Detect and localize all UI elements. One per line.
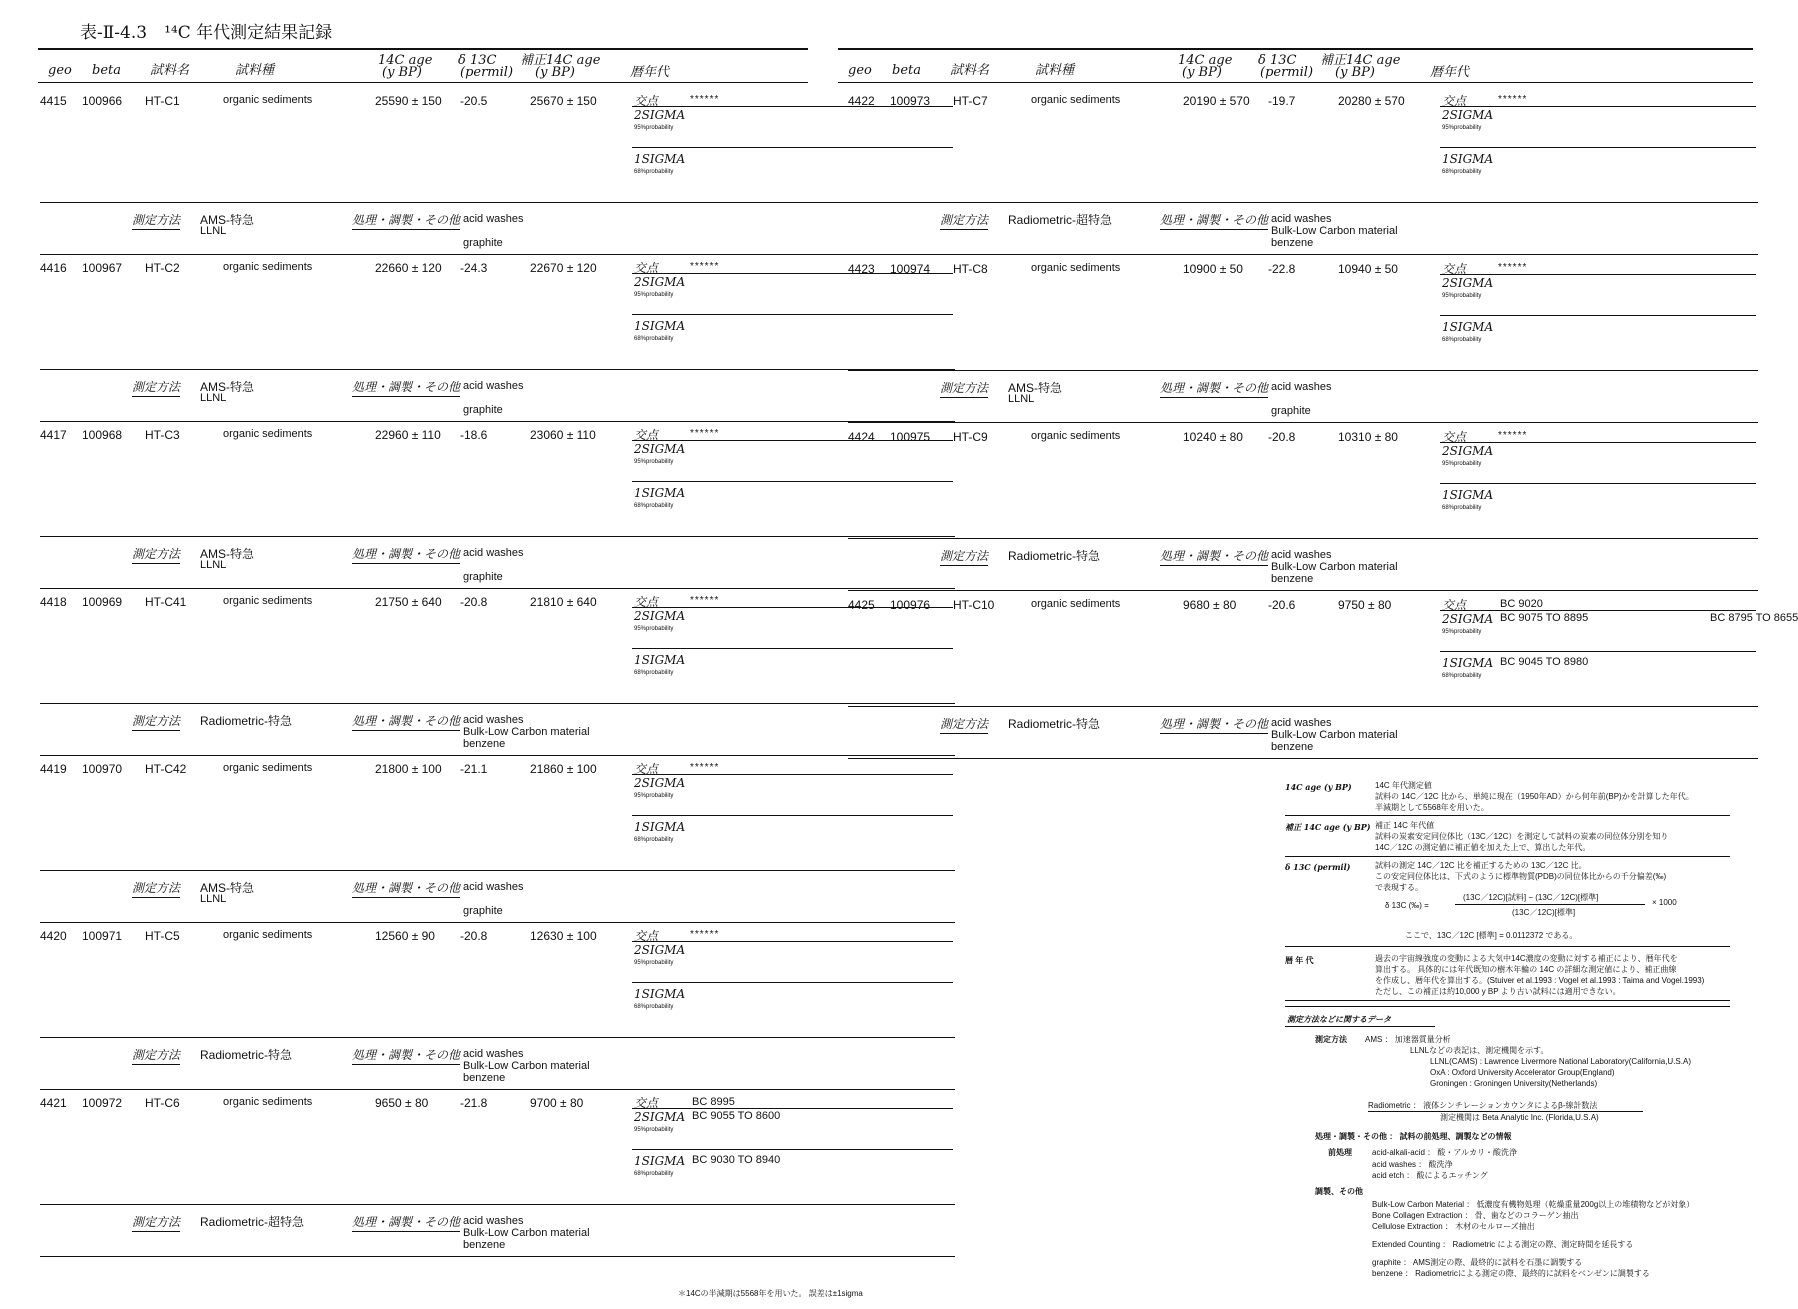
treat-2: Bulk-Low Carbon material bbox=[463, 1227, 590, 1239]
prob-68: 68%probability bbox=[634, 670, 674, 676]
sample-type: organic sediments bbox=[1031, 94, 1121, 106]
label-1sigma: 1SIGMA bbox=[634, 820, 686, 834]
column-header: 14C age bbox=[378, 53, 433, 68]
treat-1: acid washes bbox=[463, 881, 524, 893]
beta-id: 100974 bbox=[890, 262, 931, 276]
column-header: (y BP) bbox=[535, 65, 575, 80]
label-treatment: 処理・調製・その他 bbox=[352, 1046, 460, 1065]
note-term-d13c: δ 13C (permil) bbox=[1285, 862, 1351, 872]
beta-id: 100973 bbox=[890, 94, 931, 108]
treat-3: benzene bbox=[1271, 573, 1314, 585]
column-header: 試料種 bbox=[1035, 63, 1075, 78]
prob-95: 95%probability bbox=[634, 960, 674, 966]
treat-1: acid washes bbox=[463, 714, 524, 726]
age-value: 21800 ± 100 bbox=[375, 762, 442, 776]
column-header: δ 13C bbox=[1258, 53, 1297, 68]
note-text: Extended Counting ： Radiometric による測定の際、測定時間を延長する bbox=[1372, 1240, 1634, 1249]
label-2sigma: 2SIGMA bbox=[1442, 108, 1494, 122]
corrected-age: 10310 ± 80 bbox=[1338, 430, 1398, 444]
label-kouten: 交点 bbox=[1442, 430, 1467, 444]
label-2sigma: 2SIGMA bbox=[634, 1110, 686, 1124]
column-header: (y BP) bbox=[382, 65, 422, 80]
note-term-age: 14C age (y BP) bbox=[1285, 782, 1352, 792]
sigma1-range: BC 9030 TO 8940 bbox=[692, 1154, 781, 1166]
corrected-age: 23060 ± 110 bbox=[530, 428, 596, 442]
note-text: 処理・調製・その他 ： 試料の前処理、調製などの情報 bbox=[1315, 1132, 1512, 1141]
beta-id: 100976 bbox=[890, 598, 931, 612]
note-text: 試料の測定 14C／12C 比を補正するための 13C／12C 比。 bbox=[1375, 861, 1587, 870]
d13c-value: -20.8 bbox=[1268, 430, 1296, 444]
d13c-value: -19.7 bbox=[1268, 94, 1296, 108]
kouten-value: ****** bbox=[690, 762, 720, 773]
note-text: LLNLなどの表記は、測定機関を示す。 bbox=[1410, 1046, 1549, 1055]
kouten-value: ****** bbox=[690, 94, 720, 105]
geo-id: 4421 bbox=[40, 1096, 67, 1110]
geo-id: 4419 bbox=[40, 762, 67, 776]
kouten-value: ****** bbox=[1498, 94, 1528, 105]
kouten-value: ****** bbox=[1498, 430, 1528, 441]
treat-1: acid washes bbox=[1271, 381, 1332, 393]
sample-type: organic sediments bbox=[223, 1096, 313, 1108]
sigma2-range: BC 9075 TO 8895 bbox=[1500, 612, 1589, 624]
prob-95: 95%probability bbox=[634, 626, 674, 632]
label-method: 測定方法 bbox=[940, 379, 988, 398]
prob-68: 68%probability bbox=[634, 336, 674, 342]
label-method: 測定方法 bbox=[940, 211, 988, 230]
label-treatment: 処理・調製・その他 bbox=[1160, 211, 1268, 230]
sample-name: HT-C41 bbox=[145, 595, 187, 609]
sample-name: HT-C2 bbox=[145, 261, 180, 275]
label-treatment: 処理・調製・その他 bbox=[352, 879, 460, 898]
note-text: OxA : Oxford University Accelerator Group(England) bbox=[1430, 1068, 1615, 1077]
note-text: 半減期として5568年を用いた。 bbox=[1375, 803, 1489, 812]
column-header: (permil) bbox=[460, 65, 514, 80]
column-header: geo bbox=[848, 63, 872, 78]
prob-95: 95%probability bbox=[1442, 125, 1482, 131]
label-kouten: 交点 bbox=[634, 261, 659, 275]
prob-95: 95%probability bbox=[1442, 293, 1482, 299]
d13c-value: -20.8 bbox=[460, 595, 488, 609]
footnote: ＊14Cの半減期は5568年を用いた。 誤差は±1sigma bbox=[678, 1289, 863, 1298]
column-header: 14C age bbox=[1178, 53, 1233, 68]
kouten-value: ****** bbox=[690, 428, 720, 439]
label-2sigma: 2SIGMA bbox=[634, 108, 686, 122]
label-kouten: 交点 bbox=[634, 762, 659, 776]
sample-name: HT-C1 bbox=[145, 94, 180, 108]
column-header: 暦年代 bbox=[1430, 65, 1470, 80]
prob-68: 68%probability bbox=[634, 503, 674, 509]
d13c-value: -21.8 bbox=[460, 1096, 488, 1110]
prob-95: 95%probability bbox=[634, 125, 674, 131]
column-header: 暦年代 bbox=[630, 65, 670, 80]
label-method: 測定方法 bbox=[132, 545, 180, 564]
note-text: Cellulose Extraction ： 木材のセルローズ抽出 bbox=[1372, 1222, 1535, 1231]
note-text: Groningen : Groningen University(Netherlands) bbox=[1430, 1079, 1598, 1088]
column-header: (y BP) bbox=[1335, 65, 1375, 80]
column-header: geo bbox=[48, 63, 72, 78]
lab-value: LLNL bbox=[200, 893, 227, 905]
note-text: 測定方法 bbox=[1315, 1035, 1347, 1044]
method-value: AMS-特急 bbox=[200, 547, 255, 561]
label-1sigma: 1SIGMA bbox=[634, 152, 686, 166]
beta-id: 100975 bbox=[890, 430, 931, 444]
treat-2: Bulk-Low Carbon material bbox=[463, 1060, 590, 1072]
formula-mult: × 1000 bbox=[1652, 898, 1677, 907]
treat-2: Bulk-Low Carbon material bbox=[463, 726, 590, 738]
sample-type: organic sediments bbox=[223, 94, 313, 106]
prob-95: 95%probability bbox=[634, 793, 674, 799]
label-2sigma: 2SIGMA bbox=[1442, 612, 1494, 626]
formula-lhs: δ 13C (‰) = bbox=[1385, 901, 1429, 910]
prob-68: 68%probability bbox=[1442, 673, 1482, 679]
note-text: 調製、その他 bbox=[1315, 1187, 1363, 1196]
d13c-value: -24.3 bbox=[460, 261, 488, 275]
method-value: Radiometric-特急 bbox=[1008, 717, 1101, 731]
label-1sigma: 1SIGMA bbox=[634, 486, 686, 500]
formula-numerator: (13C／12C)[試料] − (13C／12C)[標準] bbox=[1463, 893, 1599, 902]
treat-3: benzene bbox=[1271, 237, 1314, 249]
corrected-age: 21810 ± 640 bbox=[530, 595, 597, 609]
treat-3: benzene bbox=[463, 1239, 506, 1251]
sample-name: HT-C7 bbox=[953, 94, 988, 108]
label-2sigma: 2SIGMA bbox=[634, 442, 686, 456]
sample-name: HT-C10 bbox=[953, 598, 995, 612]
note-text: この安定同位体比は、下式のように標準物質(PDB)の同位体比からの千分偏差(‰) bbox=[1375, 872, 1667, 881]
method-value: Radiometric-超特急 bbox=[200, 1215, 305, 1229]
prob-95: 95%probability bbox=[1442, 629, 1482, 635]
age-value: 10240 ± 80 bbox=[1183, 430, 1243, 444]
label-1sigma: 1SIGMA bbox=[1442, 152, 1494, 166]
age-value: 9680 ± 80 bbox=[1183, 598, 1237, 612]
corrected-age: 9750 ± 80 bbox=[1338, 598, 1392, 612]
label-2sigma: 2SIGMA bbox=[1442, 444, 1494, 458]
sample-name: HT-C8 bbox=[953, 262, 988, 276]
treat-3: graphite bbox=[463, 404, 503, 416]
corrected-age: 10940 ± 50 bbox=[1338, 262, 1398, 276]
age-value: 22960 ± 110 bbox=[375, 428, 441, 442]
treat-3: benzene bbox=[1271, 741, 1314, 753]
column-header: (y BP) bbox=[1182, 65, 1222, 80]
beta-id: 100972 bbox=[82, 1096, 123, 1110]
beta-id: 100970 bbox=[82, 762, 123, 776]
treat-3: graphite bbox=[463, 571, 503, 583]
note-text: 試料の炭素安定同位体比（13C／12C）を測定して試料の炭素の同位体分別を知り bbox=[1375, 832, 1669, 841]
label-treatment: 処理・調製・その他 bbox=[352, 712, 460, 731]
age-value: 10900 ± 50 bbox=[1183, 262, 1243, 276]
method-value: Radiometric-特急 bbox=[200, 714, 293, 728]
beta-id: 100971 bbox=[82, 929, 123, 943]
label-method: 測定方法 bbox=[940, 547, 988, 566]
treat-2: Bulk-Low Carbon material bbox=[1271, 225, 1398, 237]
sigma2-range-b: BC 8795 TO 8655 bbox=[1710, 612, 1798, 624]
corrected-age: 22670 ± 120 bbox=[530, 261, 597, 275]
label-kouten: 交点 bbox=[1442, 598, 1467, 612]
note-text: 14C 年代測定値 bbox=[1375, 781, 1432, 790]
d13c-value: -21.1 bbox=[460, 762, 488, 776]
note-text: AMS ： 加速器質量分析 bbox=[1365, 1035, 1451, 1044]
age-value: 21750 ± 640 bbox=[375, 595, 442, 609]
note-text: で表現する。 bbox=[1375, 883, 1423, 892]
label-2sigma: 2SIGMA bbox=[1442, 276, 1494, 290]
method-value: Radiometric-特急 bbox=[1008, 549, 1101, 563]
label-2sigma: 2SIGMA bbox=[634, 609, 686, 623]
label-treatment: 処理・調製・その他 bbox=[352, 211, 460, 230]
treat-2: Bulk-Low Carbon material bbox=[1271, 561, 1398, 573]
geo-id: 4415 bbox=[40, 94, 67, 108]
treat-1: acid washes bbox=[1271, 549, 1332, 561]
sigma2-range: BC 9055 TO 8600 bbox=[692, 1110, 781, 1122]
treat-1: acid washes bbox=[463, 380, 524, 392]
geo-id: 4416 bbox=[40, 261, 67, 275]
prob-68: 68%probability bbox=[634, 837, 674, 843]
treat-1: acid washes bbox=[1271, 213, 1332, 225]
sample-type: organic sediments bbox=[223, 762, 313, 774]
d13c-value: -18.6 bbox=[460, 428, 488, 442]
lab-value: LLNL bbox=[200, 225, 227, 237]
d13c-value: -22.8 bbox=[1268, 262, 1296, 276]
note-text: LLNL(CAMS) : Lawrence Livermore National Laboratory(California,U.S.A) bbox=[1430, 1057, 1691, 1066]
note-text: 試料の 14C／12C 比から、単純に現在（1950年AD）から何年前(BP)かを計算した年代。 bbox=[1375, 792, 1694, 801]
column-header: δ 13C bbox=[458, 53, 497, 68]
label-kouten: 交点 bbox=[634, 94, 659, 108]
column-header: beta bbox=[892, 63, 921, 78]
note-text: Radiometric ： 液体シンチレーションカウンタによるβ-線計数法 bbox=[1368, 1101, 1598, 1110]
prob-95: 95%probability bbox=[634, 459, 674, 465]
beta-id: 100969 bbox=[82, 595, 123, 609]
column-header: 試料種 bbox=[235, 63, 275, 78]
label-method: 測定方法 bbox=[940, 715, 988, 734]
prob-95: 95%probability bbox=[634, 292, 674, 298]
label-treatment: 処理・調製・その他 bbox=[352, 545, 460, 564]
treat-1: acid washes bbox=[463, 1215, 524, 1227]
note-text: ここで、13C／12C [標準] = 0.0112372 である。 bbox=[1405, 931, 1578, 940]
sample-name: HT-C9 bbox=[953, 430, 988, 444]
treat-1: acid washes bbox=[463, 213, 524, 225]
label-method: 測定方法 bbox=[132, 1046, 180, 1065]
prob-68: 68%probability bbox=[634, 169, 674, 175]
treat-2: Bulk-Low Carbon material bbox=[1271, 729, 1398, 741]
label-kouten: 交点 bbox=[634, 929, 659, 943]
note-term-cal: 暦 年 代 bbox=[1285, 956, 1314, 965]
lab-value: LLNL bbox=[1008, 393, 1035, 405]
prob-68: 68%probability bbox=[1442, 337, 1482, 343]
label-1sigma: 1SIGMA bbox=[634, 1154, 686, 1168]
geo-id: 4420 bbox=[40, 929, 67, 943]
method-value: AMS-特急 bbox=[200, 213, 255, 227]
label-2sigma: 2SIGMA bbox=[634, 776, 686, 790]
method-value: AMS-特急 bbox=[200, 380, 255, 394]
column-header: (permil) bbox=[1260, 65, 1314, 80]
corrected-age: 12630 ± 100 bbox=[530, 929, 597, 943]
treat-3: benzene bbox=[463, 1072, 506, 1084]
age-value: 25590 ± 150 bbox=[375, 94, 442, 108]
label-kouten: 交点 bbox=[634, 595, 659, 609]
sample-name: HT-C6 bbox=[145, 1096, 180, 1110]
beta-id: 100966 bbox=[82, 94, 123, 108]
treat-3: graphite bbox=[1271, 405, 1311, 417]
label-1sigma: 1SIGMA bbox=[1442, 320, 1494, 334]
label-method: 測定方法 bbox=[132, 712, 180, 731]
corrected-age: 20280 ± 570 bbox=[1338, 94, 1405, 108]
prob-68: 68%probability bbox=[1442, 505, 1482, 511]
label-treatment: 処理・調製・その他 bbox=[352, 378, 460, 397]
d13c-value: -20.8 bbox=[460, 929, 488, 943]
age-value: 22660 ± 120 bbox=[375, 261, 442, 275]
prob-95: 95%probability bbox=[634, 1127, 674, 1133]
age-value: 20190 ± 570 bbox=[1183, 94, 1250, 108]
column-header: 補正14C age bbox=[1320, 53, 1401, 68]
prob-68: 68%probability bbox=[634, 1004, 674, 1010]
column-header: 補正14C age bbox=[520, 53, 601, 68]
sample-type: organic sediments bbox=[1031, 262, 1121, 274]
label-treatment: 処理・調製・その他 bbox=[1160, 715, 1268, 734]
label-1sigma: 1SIGMA bbox=[634, 653, 686, 667]
corrected-age: 9700 ± 80 bbox=[530, 1096, 584, 1110]
prob-68: 68%probability bbox=[1442, 169, 1482, 175]
note-text: Bulk-Low Carbon Material ： 低濃度有機物処理（乾燥重量200g以上の堆積物などが対象） bbox=[1372, 1200, 1695, 1209]
beta-id: 100967 bbox=[82, 261, 123, 275]
note-text: 前処理 bbox=[1328, 1148, 1352, 1157]
corrected-age: 21860 ± 100 bbox=[530, 762, 597, 776]
lab-value: LLNL bbox=[200, 392, 227, 404]
treat-3: benzene bbox=[463, 738, 506, 750]
sample-type: organic sediments bbox=[223, 595, 313, 607]
treat-3: graphite bbox=[463, 905, 503, 917]
label-1sigma: 1SIGMA bbox=[634, 987, 686, 1001]
label-treatment: 処理・調製・その他 bbox=[1160, 547, 1268, 566]
label-treatment: 処理・調製・その他 bbox=[1160, 379, 1268, 398]
note-text: 過去の宇宙線強度の変動による大気中14C濃度の変動に対する補正により、暦年代を bbox=[1375, 954, 1678, 963]
note-text: ただし、この補正は約10,000 y BP より古い試料には適用できない。 bbox=[1375, 987, 1621, 996]
sample-type: organic sediments bbox=[223, 929, 313, 941]
beta-id: 100968 bbox=[82, 428, 123, 442]
label-method: 測定方法 bbox=[132, 1213, 180, 1232]
label-kouten: 交点 bbox=[634, 428, 659, 442]
age-value: 12560 ± 90 bbox=[375, 929, 435, 943]
kouten-value: ****** bbox=[690, 929, 720, 940]
label-method: 測定方法 bbox=[132, 879, 180, 898]
label-kouten: 交点 bbox=[1442, 262, 1467, 276]
method-value: Radiometric-超特急 bbox=[1008, 213, 1113, 227]
treat-1: acid washes bbox=[1271, 717, 1332, 729]
label-treatment: 処理・調製・その他 bbox=[352, 1213, 460, 1232]
kouten-value: ****** bbox=[690, 261, 720, 272]
note-text: acid etch ： 酸によるエッチング bbox=[1372, 1171, 1488, 1180]
page-title: 表-Ⅱ-4.3 ¹⁴C 年代測定結果記録 bbox=[80, 23, 333, 43]
column-header: 試料名 bbox=[950, 63, 990, 78]
kouten-value: BC 9020 bbox=[1500, 598, 1543, 610]
prob-68: 68%probability bbox=[634, 1171, 674, 1177]
kouten-value: ****** bbox=[1498, 262, 1528, 273]
note-text: acid washes ： 酸洗浄 bbox=[1372, 1160, 1453, 1169]
formula-denominator: (13C／12C)[標準] bbox=[1512, 908, 1576, 917]
label-1sigma: 1SIGMA bbox=[1442, 656, 1494, 670]
geo-id: 4417 bbox=[40, 428, 67, 442]
sample-type: organic sediments bbox=[223, 428, 313, 440]
label-1sigma: 1SIGMA bbox=[634, 319, 686, 333]
note-term-corr: 補正 14C age (y BP) bbox=[1285, 822, 1371, 832]
age-value: 9650 ± 80 bbox=[375, 1096, 429, 1110]
d13c-value: -20.6 bbox=[1268, 598, 1296, 612]
d13c-value: -20.5 bbox=[460, 94, 488, 108]
sample-type: organic sediments bbox=[1031, 598, 1121, 610]
sample-type: organic sediments bbox=[1031, 430, 1121, 442]
note-text: benzene ： Radiometricによる測定の際、最終的に試料をベンゼンに調製する bbox=[1372, 1269, 1650, 1278]
lab-value: LLNL bbox=[200, 559, 227, 571]
treat-1: acid washes bbox=[463, 1048, 524, 1060]
label-kouten: 交点 bbox=[634, 1096, 659, 1110]
note-text: 算出する。 具体的には年代既知の樹木年輪の 14C の詳細な測定値により、補正曲線 bbox=[1375, 965, 1677, 974]
geo-id: 4422 bbox=[848, 94, 875, 108]
label-2sigma: 2SIGMA bbox=[634, 275, 686, 289]
column-header: beta bbox=[92, 63, 121, 78]
kouten-value: BC 8995 bbox=[692, 1096, 735, 1108]
prob-95: 95%probability bbox=[1442, 461, 1482, 467]
sigma1-range: BC 9045 TO 8980 bbox=[1500, 656, 1589, 668]
corrected-age: 25670 ± 150 bbox=[530, 94, 597, 108]
sample-name: HT-C5 bbox=[145, 929, 180, 943]
column-header: 試料名 bbox=[150, 63, 190, 78]
geo-id: 4423 bbox=[848, 262, 875, 276]
treat-1: acid washes bbox=[463, 547, 524, 559]
note-text: を作成し、暦年代を算出する。(Stuiver et al.1993 : Vogel et al.1993 : Taima and Vogel.1993) bbox=[1375, 976, 1705, 985]
method-value: AMS-特急 bbox=[200, 881, 255, 895]
section-title: 測定方法などに関するデータ bbox=[1287, 1014, 1391, 1024]
note-text: 14C／12C の測定値に補正値を加えた上で、算出した年代。 bbox=[1375, 843, 1591, 852]
label-method: 測定方法 bbox=[132, 378, 180, 397]
note-text: graphite ： AMS測定の際、最終的に試料を石墨に調製する bbox=[1372, 1258, 1583, 1267]
label-kouten: 交点 bbox=[1442, 94, 1467, 108]
note-text: 補正 14C 年代値 bbox=[1375, 821, 1435, 830]
note-text: acid-alkali-acid ： 酸・アルカリ・酸洗浄 bbox=[1372, 1148, 1518, 1157]
method-value: Radiometric-特急 bbox=[200, 1048, 293, 1062]
geo-id: 4424 bbox=[848, 430, 875, 444]
sample-name: HT-C3 bbox=[145, 428, 180, 442]
sample-name: HT-C42 bbox=[145, 762, 187, 776]
label-method: 測定方法 bbox=[132, 211, 180, 230]
sample-type: organic sediments bbox=[223, 261, 313, 273]
label-2sigma: 2SIGMA bbox=[634, 943, 686, 957]
note-text: 測定機関は Beta Analytic Inc. (Florida,U.S.A) bbox=[1440, 1113, 1599, 1122]
method-value: AMS-特急 bbox=[1008, 381, 1063, 395]
label-1sigma: 1SIGMA bbox=[1442, 488, 1494, 502]
kouten-value: ****** bbox=[690, 595, 720, 606]
geo-id: 4418 bbox=[40, 595, 67, 609]
note-text: Bone Collagen Extraction ： 骨、歯などのコラーゲン抽出 bbox=[1372, 1211, 1579, 1220]
treat-3: graphite bbox=[463, 237, 503, 249]
geo-id: 4425 bbox=[848, 598, 875, 612]
